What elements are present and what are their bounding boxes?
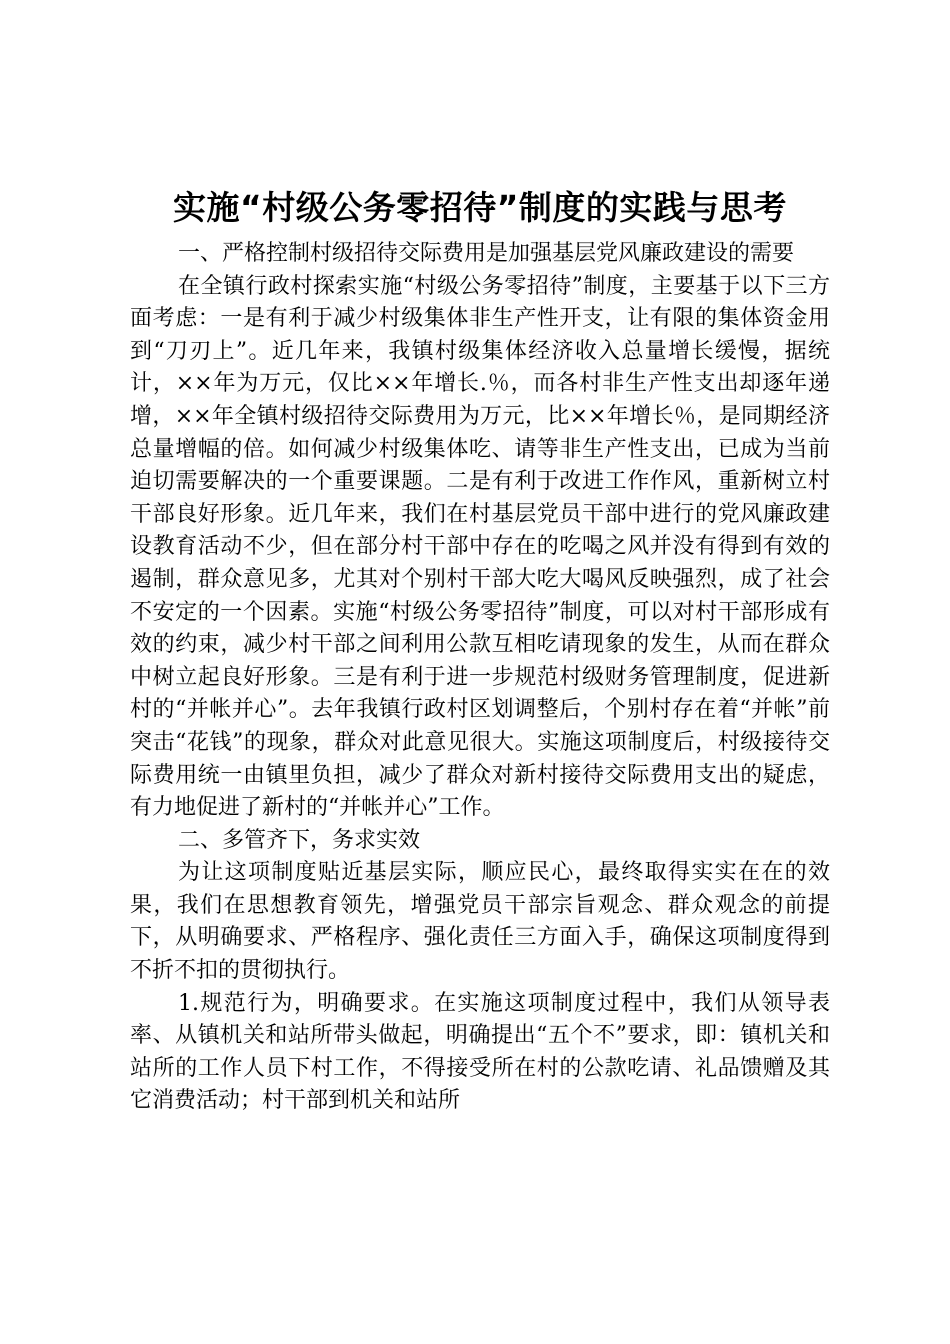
document-page	[130, 184, 830, 1118]
paragraph-1: 在全镇行政村探索实施“村级公务零招待”制度，主要基于以下三方面考虑：一是有利于减少村级集体非生产性开支，让有限的集体资金用到“刀刃上”。近几年来，我镇村级集体经济收入总量增长缓慢，据统计，××年为万元，仅比××年增长.％，而各村非生产性支出却逐年递增，××年全镇村级招待交际费用为万元，比××年增长％，是同期经济总量增幅的倍。如何减少村级集体吃、请等非生产性支出，已成为当前迫切需要解决的一个重要课题。二是有利于改进工作作风，重新树立村干部良好形象。近几年来，我们在村基层党员干部中进行的党风廉政建设教育活动不少，但在部分村干部中存在的吃喝之风并没有得到有效的遏制，群众意见多，尤其对个别村干部大吃大喝风反映强烈，成了社会不安定的一个因素。实施“村级公务零招待”制度，可以对村干部形成有效的约束，减少村干部之间利用公款互相吃请现象的发生，从而在群众中树立起良好形象。三是有利于进一步规范村级财务管理制度，促进新村的“并帐并心”。去年我镇行政村区划调整后，个别村存在着“并帐”前突击“花钱”的现象，群众对此意见很大。实施这项制度后，村级接待交际费用统一由镇里负担，减少了群众对新村接待交际费用支出的疑虑，有力地促进了新村的“并帐并心”工作。	[130, 273, 830, 821]
document-body	[130, 238, 830, 1118]
section-heading-2: 二、多管齐下，务求实效	[178, 827, 421, 853]
paragraph-3: 1.规范行为，明确要求。在实施这项制度过程中，我们从领导表率、从镇机关和站所带头做起，明确提出“五个不”要求，即：镇机关和站所的工作人员下村工作，不得接受所在村的公款吃请、礼品馈赠及其它消费活动；村干部到机关和站所	[130, 990, 830, 1114]
paragraph-2: 为让这项制度贴近基层实际，顺应民心，最终取得实实在在的效果，我们在思想教育领先，增强党员干部宗旨观念、群众观念的前提下，从明确要求、严格程序、强化责任三方面入手，确保这项制度得到不折不扣的贯彻执行。	[130, 860, 830, 984]
section-heading-1: 一、严格控制村级招待交际费用是加强基层党风廉政建设的需要	[178, 241, 795, 266]
document-title: 实施“村级公务零招待”制度的实践与思考	[173, 188, 787, 227]
